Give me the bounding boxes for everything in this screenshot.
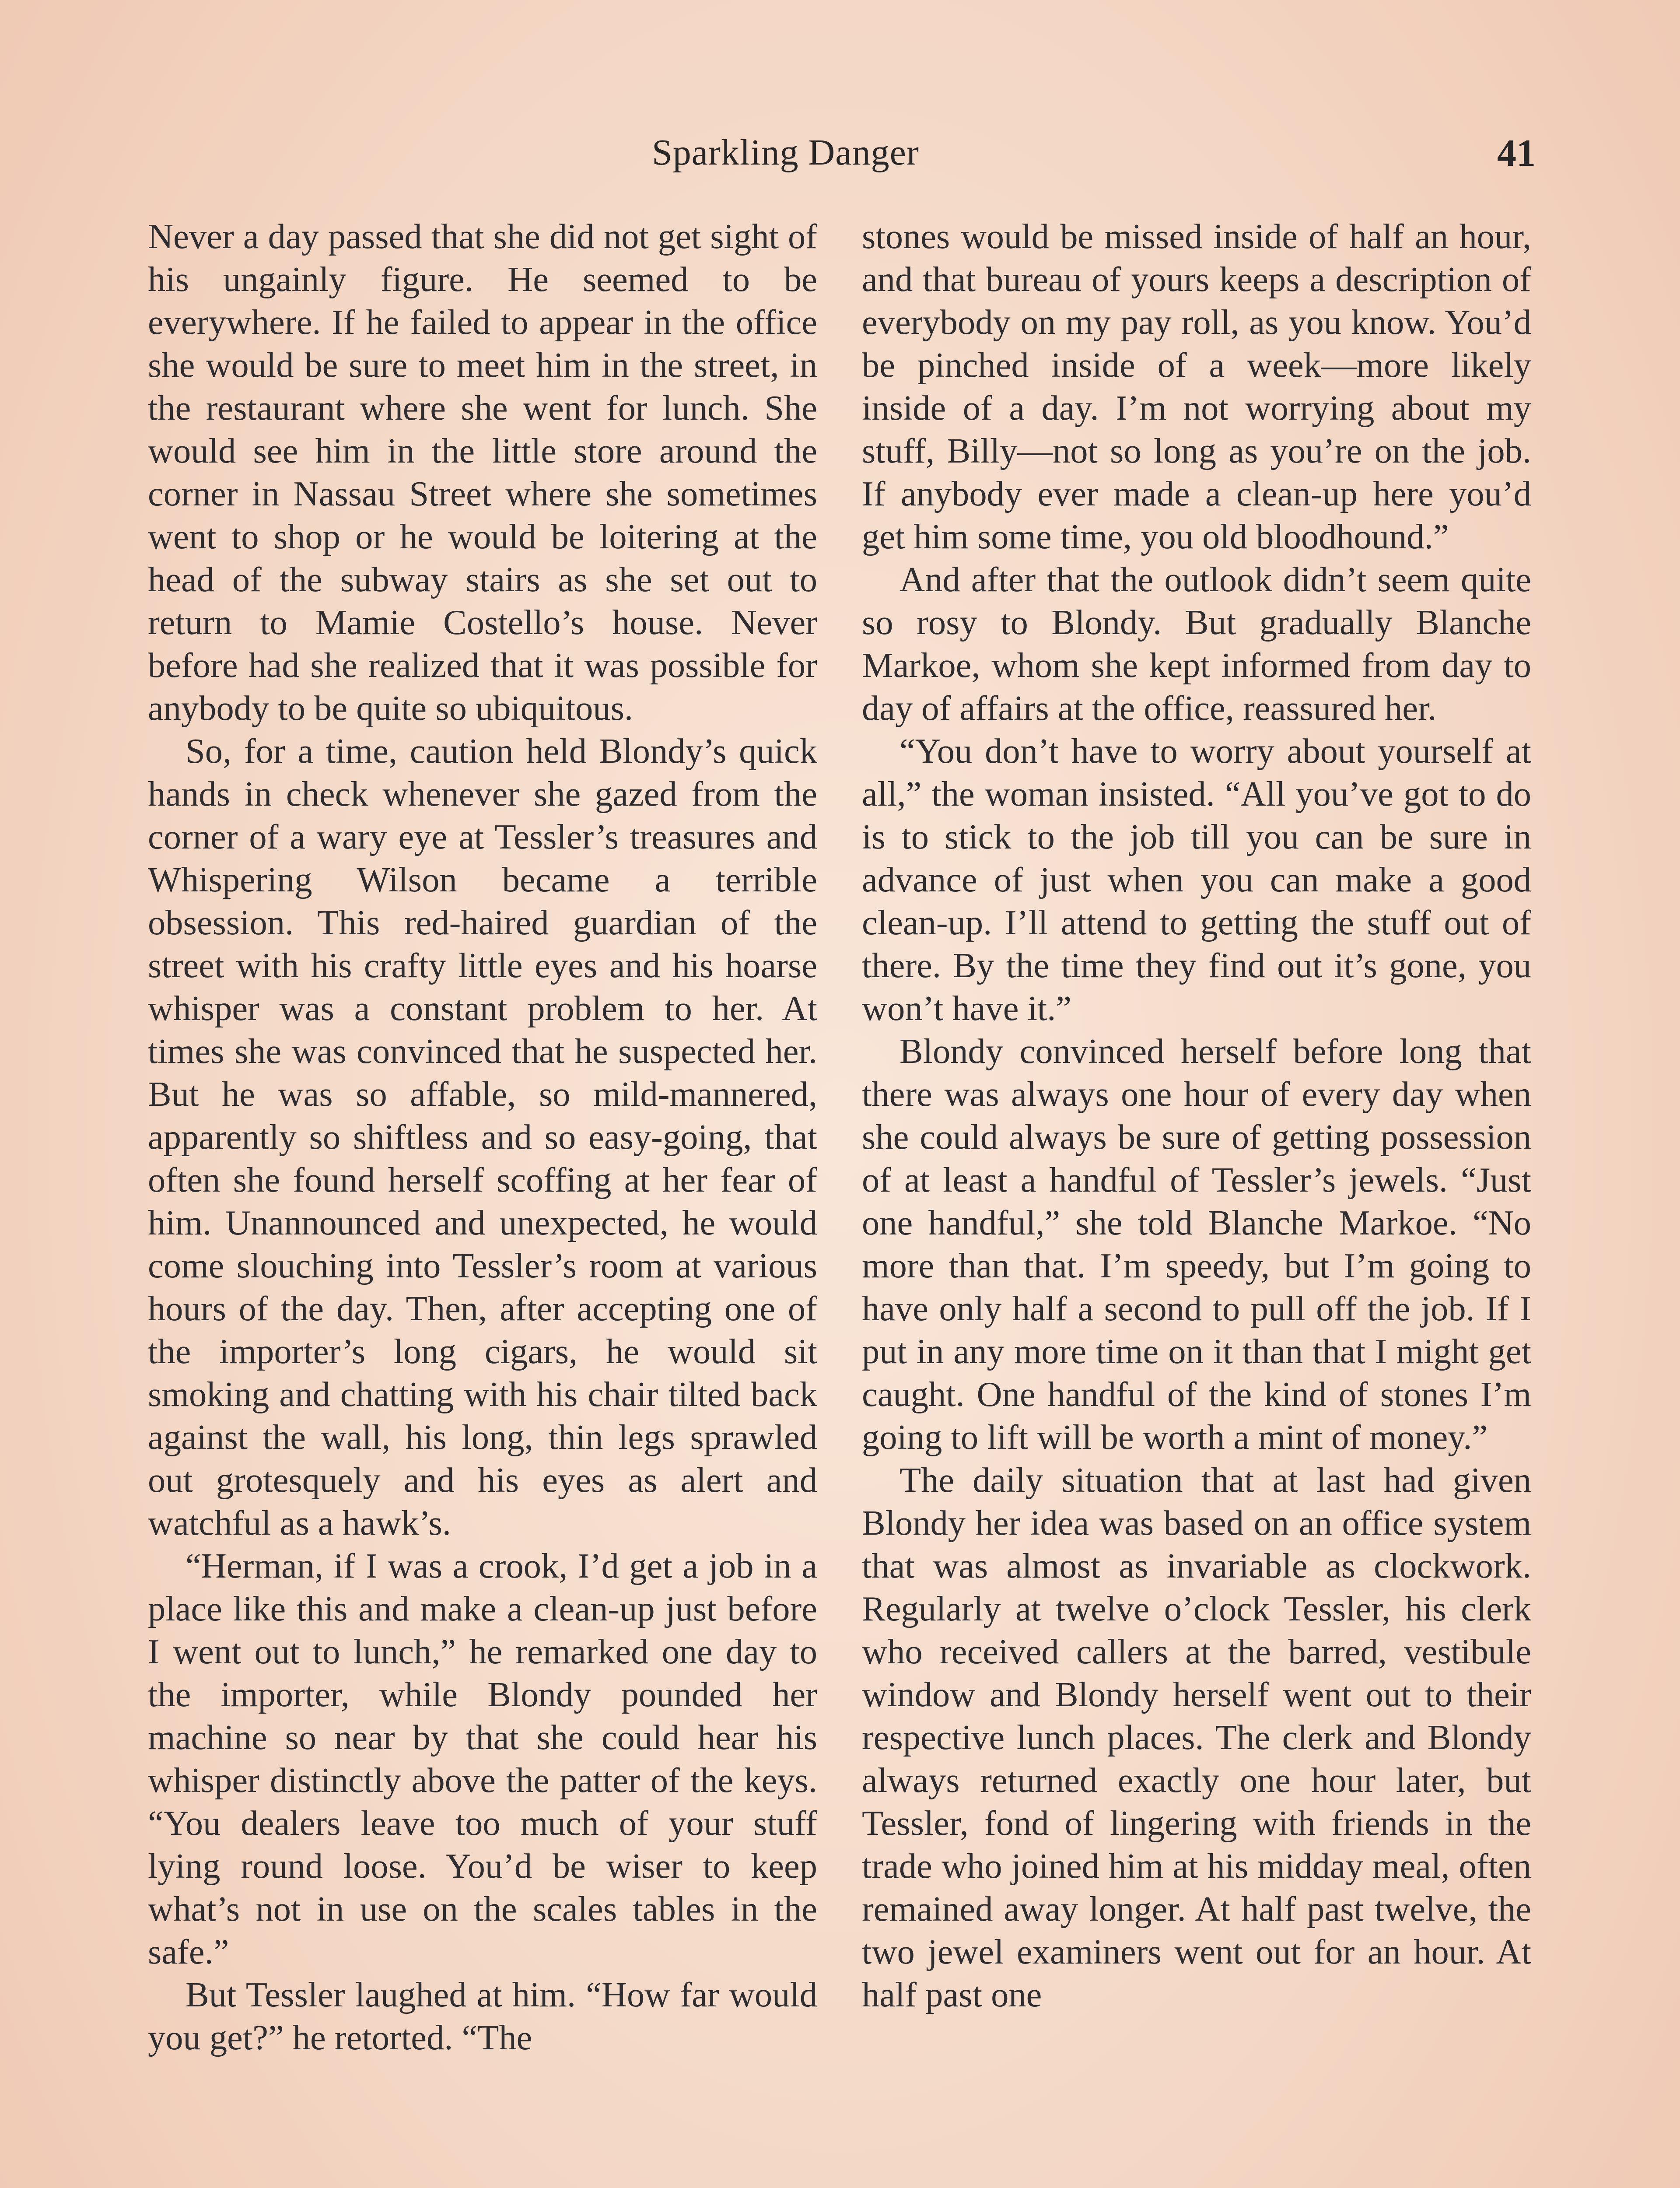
- paragraph: But Tessler laughed at him. “How far would you get?” he retorted. “The: [148, 1975, 817, 2057]
- paragraph: And after that the outlook didn’t seem quite so rosy to Blondy. But gradually Blanche Markoe, whom she kept informed from day to day of affairs at the office, reassured her.: [862, 560, 1531, 728]
- right-text-column: [862, 215, 1531, 2016]
- paragraph: So, for a time, caution held Blondy’s quick hands in check whenever she gazed from the corner of a wary eye at Tessler’s treasures and Whispering Wilson became a terrible obsession. This red-haired guardian of the street with his crafty little eyes and his hoarse whisper was a constant problem to her. At times she was convinced that he suspected her. But he was so affable, so mild-mannered, apparently so shiftless and so easy-going, that often she found herself scoffing at her fear of him. Unannounced and unexpected, he would come slouching into Tessler’s room at various hours of the day. Then, after accepting one of the importer’s long cigars, he would sit smoking and chatting with his chair tilted back against the wall, his long, thin legs sprawled out grotesquely and his eyes as alert and watchful as a hawk’s.: [148, 732, 817, 1543]
- paragraph: Blondy convinced herself before long that there was always one hour of every day when she could always be sure of getting possession of at least a handful of Tessler’s jewels. “Just one handful,” she told Blanche Markoe. “No more than that. I’m speedy, but I’m going to have only half a second to pull off the job. If I put in any more time on it than that I might get caught. One handful of the kind of stones I’m going to lift will be worth a mint of money.”: [862, 1032, 1531, 1457]
- paragraph: “Herman, if I was a crook, I’d get a job in a place like this and make a clean-up just before I went out to lunch,” he remarked one day to the importer, while Blondy pounded her machine so near by that she could hear his whisper distinctly above the patter of the keys. “You dealers leave too much of your stuff lying round loose. You’d be wiser to keep what’s not in use on the scales tables in the safe.”: [148, 1546, 817, 1971]
- page-number: 41: [1497, 132, 1536, 175]
- paragraph: “You don’t have to worry about yourself at all,” the woman insisted. “All you’ve got to do is to stick to the job till you can be sure in advance of just when you can make a good clean-up. I’ll attend to getting the stuff out of there. By the time they find out it’s gone, you won’t have it.”: [862, 732, 1531, 1028]
- paragraph: stones would be missed inside of half an hour, and that bureau of yours keeps a description of everybody on my pay roll, as you know. You’d be pinched inside of a week—more likely inside of a day. I’m not worrying about my stuff, Billy—not so long as you’re on the job. If anybody ever made a clean-up here you’d get him some time, you old bloodhound.”: [862, 217, 1531, 556]
- left-text-column: [148, 215, 817, 2059]
- paragraph: The daily situation that at last had given Blondy her idea was based on an office system that was almost as invariable as clockwork. Regularly at twelve o’clock Tessler, his clerk who received callers at the barred, vestibule window and Blondy herself went out to their respective lunch places. The clerk and Blondy always returned exactly one hour later, but Tessler, fond of lingering with friends in the trade who joined him at his midday meal, often remained away longer. At half past twelve, the two jewel examiners went out for an hour. At half past one: [862, 1461, 1531, 2014]
- paragraph: Never a day passed that she did not get sight of his ungainly figure. He seemed to be everywhere. If he failed to appear in the office she would be sure to meet him in the street, in the restaurant where she went for lunch. She would see him in the little store around the corner in Nassau Street where she sometimes went to shop or he would be loitering at the head of the subway stairs as she set out to return to Mamie Costello’s house. Never before had she realized that it was possible for anybody to be quite so ubiquitous.: [148, 217, 817, 728]
- running-title: Sparkling Danger: [652, 132, 919, 173]
